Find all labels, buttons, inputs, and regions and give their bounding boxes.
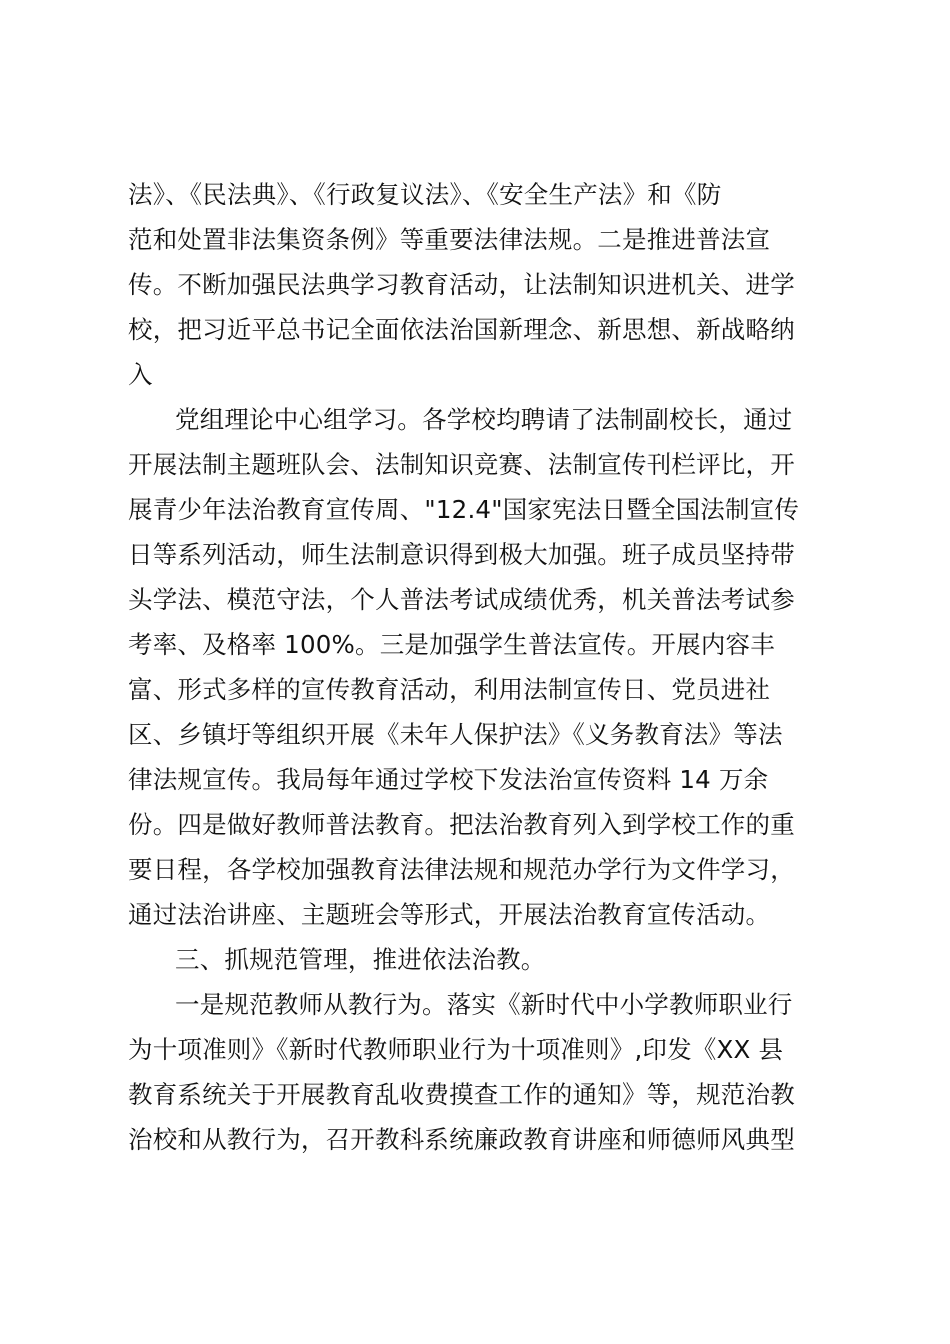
- text-line: 为十项准则》《新时代教师职业行为十项准则》,印发《XX 县: [128, 1035, 784, 1064]
- text-line: 一是规范教师从教行为。落实《新时代中小学教师职业行: [175, 990, 793, 1019]
- text-line: 考率、及格率 100%。三是加强学生普法宣传。开展内容丰: [128, 630, 775, 659]
- text-line: 富、形式多样的宣传教育活动，利用法制宣传日、党员进社: [128, 675, 771, 704]
- paragraph: [128, 172, 822, 397]
- text-line: 展青少年法治教育宣传周、"12.4"国家宪法日暨全国法制宣传: [128, 495, 800, 524]
- paragraph: [128, 397, 822, 937]
- text-line: 党组理论中心组学习。各学校均聘请了法制副校长，通过: [175, 405, 793, 434]
- document-body: [128, 172, 822, 1162]
- text-line: 区、乡镇圩等组织开展《未年人保护法》《义务教育法》等法: [128, 720, 783, 749]
- text-line: 头学法、模范守法，个人普法考试成绩优秀，机关普法考试参: [128, 585, 795, 614]
- paragraph: [128, 982, 822, 1162]
- text-line: 教育系统关于开展教育乱收费摸查工作的通知》等，规范治教: [128, 1080, 795, 1109]
- paragraph: [128, 937, 822, 982]
- text-line: 要日程，各学校加强教育法律法规和规范办学行为文件学习，: [128, 855, 795, 884]
- text-line: 日等系列活动，师生法制意识得到极大加强。班子成员坚持带: [128, 540, 795, 569]
- text-line: 法》、《民法典》、《行政复议法》、《安全生产法》和《防: [128, 180, 722, 209]
- text-line: 校，把习近平总书记全面依法治国新理念、新思想、新战略纳: [128, 315, 795, 344]
- text-line: 通过法治讲座、主题班会等形式，开展法治教育宣传活动。: [128, 900, 771, 929]
- text-line: 律法规宣传。我局每年通过学校下发法治宣传资料 14 万余: [128, 765, 769, 794]
- text-line: 份。四是做好教师普法教育。把法治教育列入到学校工作的重: [128, 810, 795, 839]
- text-line: 三、抓规范管理，推进依法治教。: [175, 945, 546, 974]
- text-line: 传。不断加强民法典学习教育活动，让法制知识进机关、进学: [128, 270, 795, 299]
- text-line: 开展法制主题班队会、法制知识竞赛、法制宣传刊栏评比，开: [128, 450, 795, 479]
- text-line: 范和处置非法集资条例》等重要法律法规。二是推进普法宣: [128, 225, 771, 254]
- text-line: 入: [128, 360, 153, 389]
- text-line: 治校和从教行为，召开教科系统廉政教育讲座和师德师风典型: [128, 1125, 795, 1154]
